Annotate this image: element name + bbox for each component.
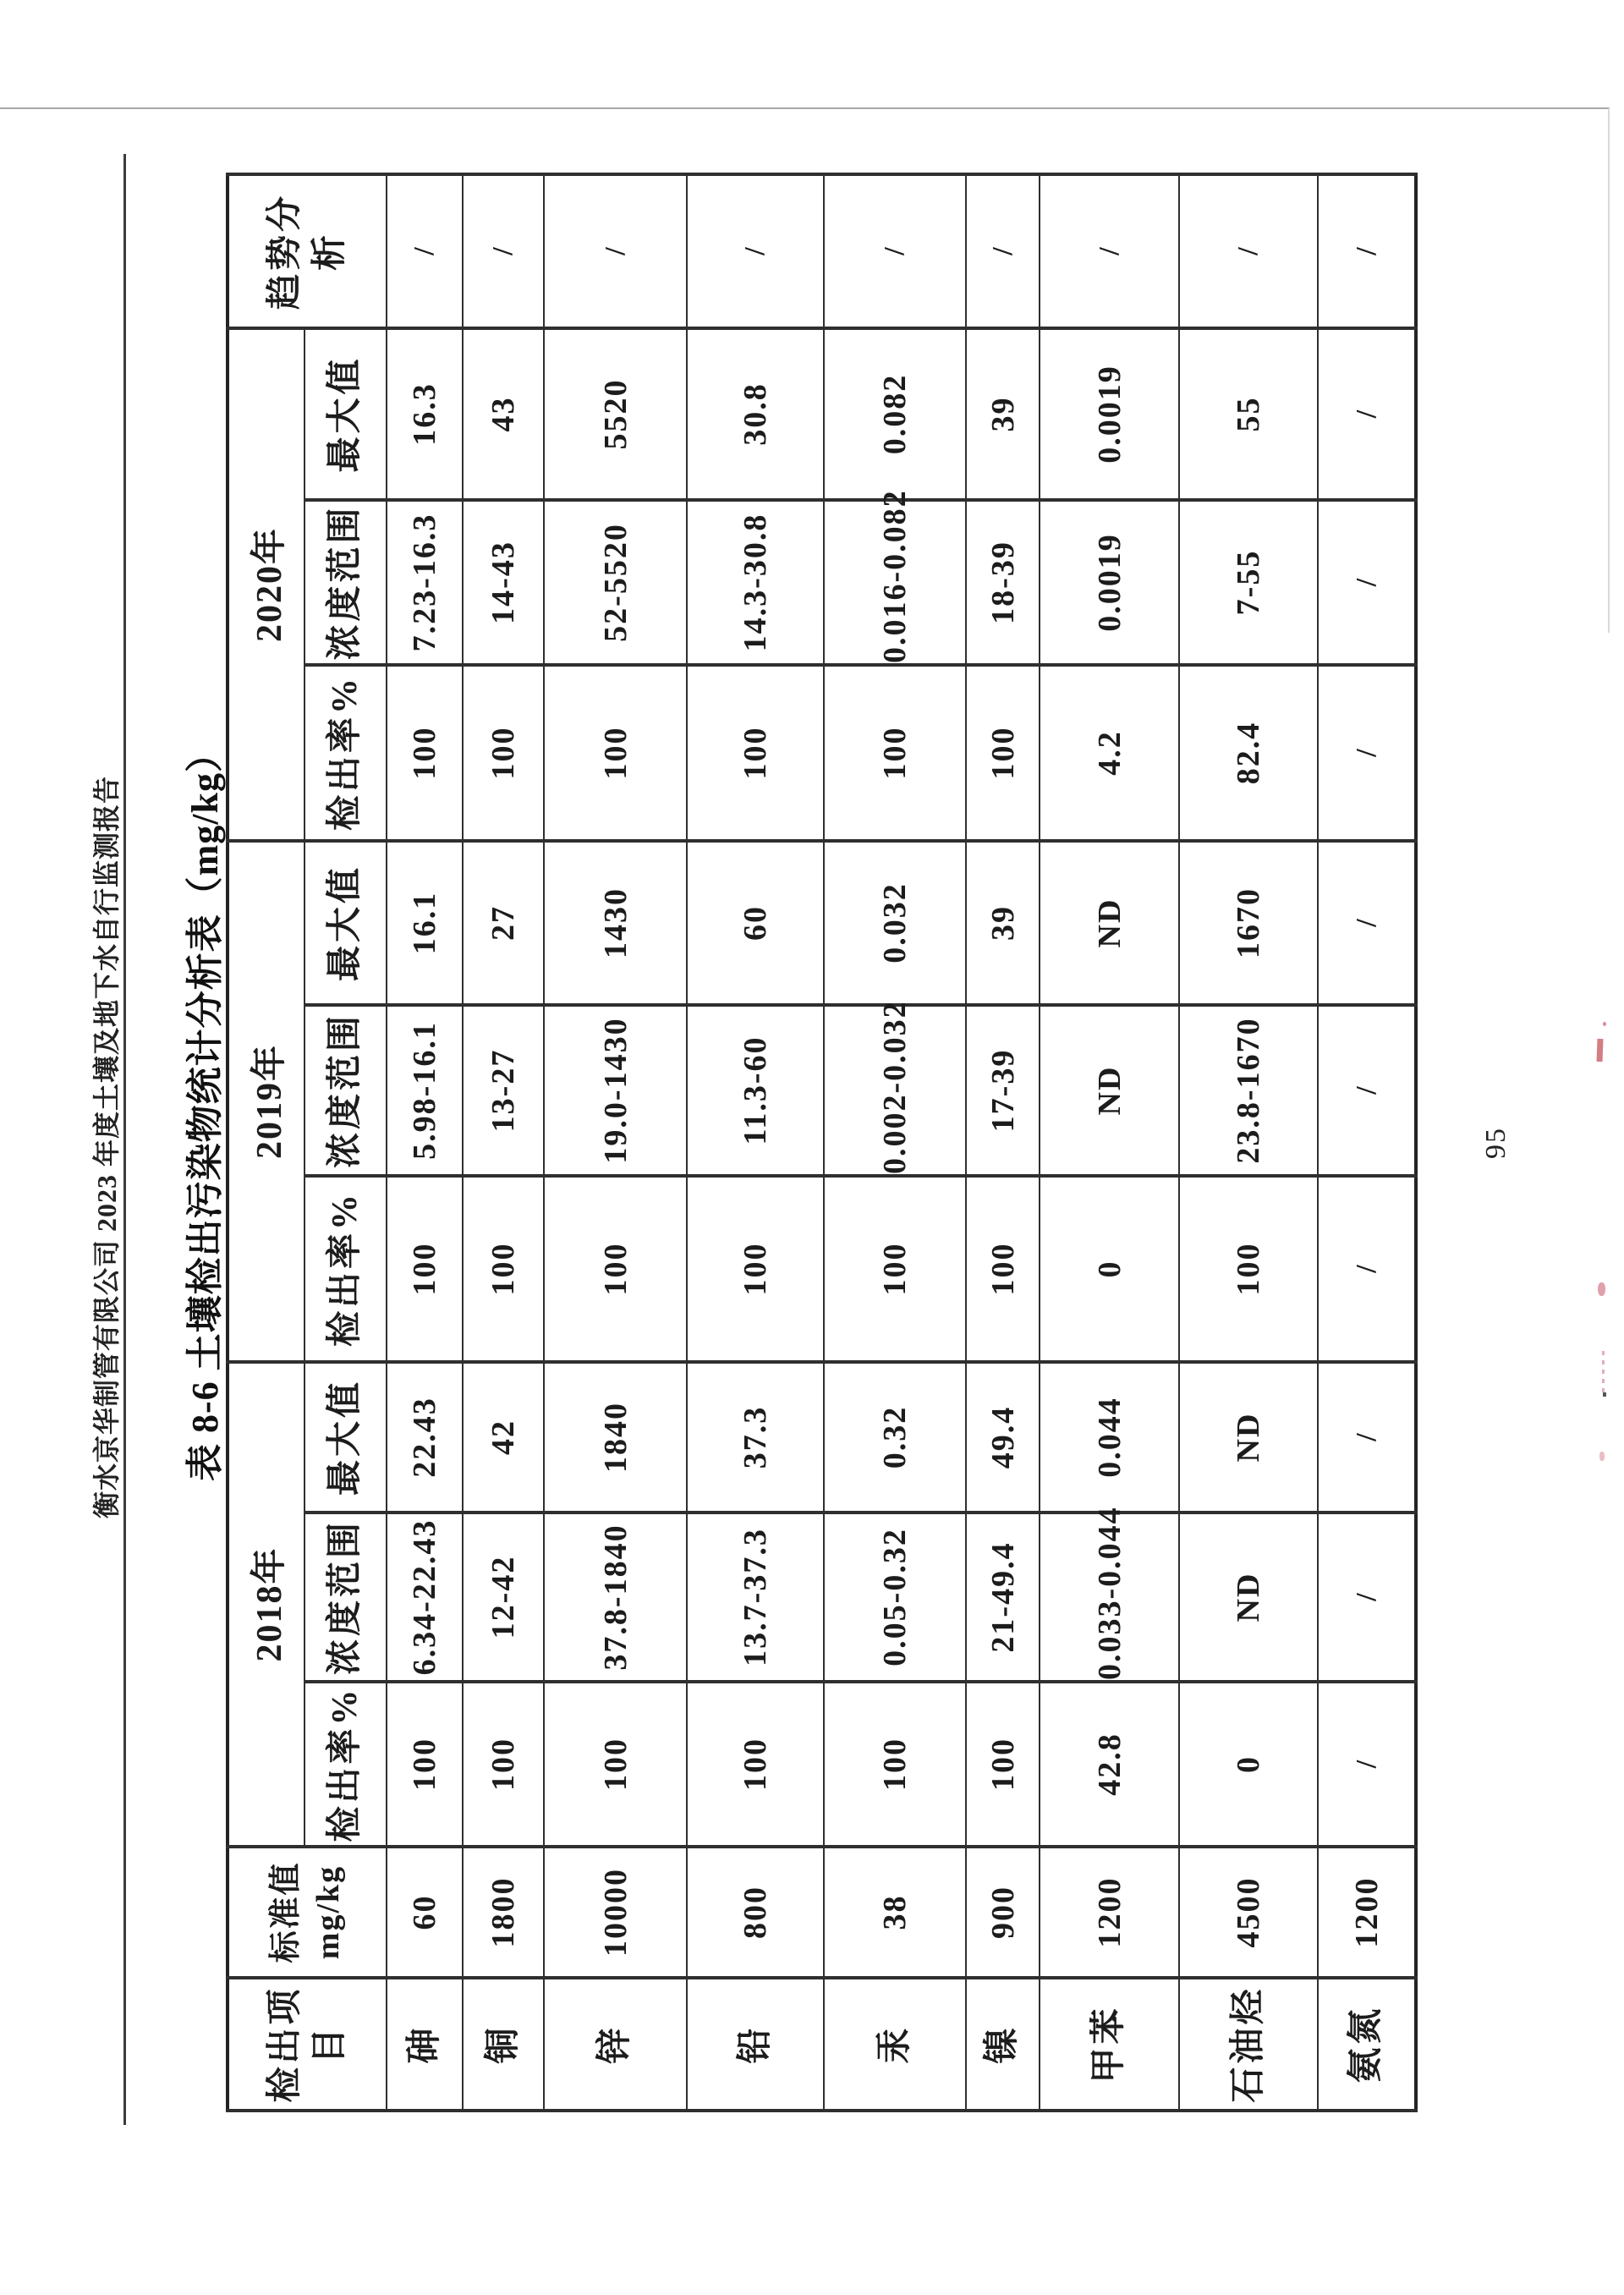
document-header-rule (123, 154, 126, 2125)
standard-label-line2: mg/kg (310, 1864, 346, 1960)
table-body (387, 174, 1416, 2111)
range-2020-cell: 0.016-0.082 (824, 500, 966, 665)
standard-value-cell: 4500 (1179, 1847, 1318, 1978)
standard-value-cell: 1200 (1318, 1847, 1416, 1978)
col-header-standard (228, 1847, 387, 1978)
rate-2019-cell: 100 (687, 1176, 824, 1362)
max-2019-cell: ND (1040, 841, 1179, 1005)
max-2018-cell: 22.43 (387, 1362, 463, 1513)
max-2019-cell: 60 (687, 841, 824, 1005)
subcol-max-2019: 最大值 (304, 841, 387, 1005)
subcol-rate-2018: 检出率% (304, 1682, 387, 1847)
trend-cell: / (463, 174, 544, 328)
rate-2019-cell: 100 (387, 1176, 463, 1362)
max-2020-cell: 16.3 (387, 328, 463, 500)
rate-2020-cell: 100 (966, 665, 1040, 841)
rate-2019-cell: 100 (966, 1176, 1040, 1362)
max-2020-cell: 43 (463, 328, 544, 500)
range-2020-cell: / (1318, 500, 1416, 665)
standard-label-line1: 标准值 (268, 1861, 304, 1963)
standard-value-cell: 38 (824, 1847, 966, 1978)
subcol-rate-2019: 检出率% (304, 1176, 387, 1362)
subcol-rate-2020: 检出率% (304, 665, 387, 841)
rate-2020-cell: 100 (824, 665, 966, 841)
rate-2019-cell: 100 (463, 1176, 544, 1362)
rate-2018-cell: 100 (544, 1682, 687, 1847)
range-2020-cell: 14.3-30.8 (687, 500, 824, 665)
subcol-range-2019: 浓度范围 (304, 1005, 387, 1176)
standard-value-cell: 1800 (463, 1847, 544, 1978)
trend-cell: / (1179, 174, 1318, 328)
range-2018-cell: 37.8-1840 (544, 1513, 687, 1682)
rate-2019-cell: 100 (824, 1176, 966, 1362)
page-number: 95 (1480, 1127, 1512, 1159)
subcol-max-2020: 最大值 (304, 328, 387, 500)
item-name-cell: 氨氮 (1318, 1978, 1416, 2111)
header-row-groups (228, 174, 304, 2111)
table-row (966, 174, 1040, 2111)
table-row (1179, 174, 1318, 2111)
rate-2019-cell: 100 (544, 1176, 687, 1362)
col-header-2019: 2019年 (228, 841, 304, 1362)
range-2020-cell: 7-55 (1179, 500, 1318, 665)
max-2020-cell: / (1318, 328, 1416, 500)
range-2020-cell: 14-43 (463, 500, 544, 665)
max-2019-cell: 1670 (1179, 841, 1318, 1005)
rate-2020-cell: 100 (387, 665, 463, 841)
max-2018-cell: 0.044 (1040, 1362, 1179, 1513)
header-row-subcolumns (304, 174, 387, 2111)
item-name-cell: 砷 (387, 1978, 463, 2111)
trend-cell: / (824, 174, 966, 328)
trend-cell: / (387, 174, 463, 328)
trend-cell: / (1318, 174, 1416, 328)
range-2019-cell: 5.98-16.1 (387, 1005, 463, 1176)
max-2019-cell: 1430 (544, 841, 687, 1005)
table-row (824, 174, 966, 2111)
table-row (1318, 174, 1416, 2111)
trend-cell: / (1040, 174, 1179, 328)
standard-value-cell: 900 (966, 1847, 1040, 1978)
table-row (463, 174, 544, 2111)
max-2018-cell: 0.32 (824, 1362, 966, 1513)
table-row (544, 174, 687, 2111)
item-name-cell: 铜 (463, 1978, 544, 2111)
max-2018-cell: ND (1179, 1362, 1318, 1513)
max-2019-cell: 16.1 (387, 841, 463, 1005)
max-2018-cell: 37.3 (687, 1362, 824, 1513)
rate-2018-cell: 100 (687, 1682, 824, 1847)
max-2018-cell: 42 (463, 1362, 544, 1513)
range-2018-cell: 6.34-22.43 (387, 1513, 463, 1682)
item-name-cell: 镍 (966, 1978, 1040, 2111)
standard-value-cell: 10000 (544, 1847, 687, 1978)
standard-value-cell: 1200 (1040, 1847, 1179, 1978)
rate-2018-cell: / (1318, 1682, 1416, 1847)
document-header: 衡水京华制管有限公司 2023 年度土壤及地下水自行监测报告 (91, 775, 122, 1518)
rate-2019-cell: / (1318, 1176, 1416, 1362)
range-2020-cell: 7.23-16.3 (387, 500, 463, 665)
max-2018-cell: 49.4 (966, 1362, 1040, 1513)
range-2019-cell: 11.3-60 (687, 1005, 824, 1176)
trend-cell: / (687, 174, 824, 328)
col-header-trend: 趋势分析 (228, 174, 387, 328)
range-2019-cell: 17-39 (966, 1005, 1040, 1176)
table-row (1040, 174, 1179, 2111)
table-row (387, 174, 463, 2111)
max-2020-cell: 0.0019 (1040, 328, 1179, 500)
rate-2020-cell: 4.2 (1040, 665, 1179, 841)
rate-2018-cell: 100 (824, 1682, 966, 1847)
item-name-cell: 铅 (687, 1978, 824, 2111)
rate-2019-cell: 0 (1040, 1176, 1179, 1362)
item-name-cell: 石油烃 (1179, 1978, 1318, 2111)
max-2020-cell: 5520 (544, 328, 687, 500)
max-2020-cell: 30.8 (687, 328, 824, 500)
max-2020-cell: 39 (966, 328, 1040, 500)
range-2018-cell: 0.05-0.32 (824, 1513, 966, 1682)
range-2019-cell: ND (1040, 1005, 1179, 1176)
max-2019-cell: / (1318, 841, 1416, 1005)
rate-2020-cell: 100 (463, 665, 544, 841)
rate-2018-cell: 0 (1179, 1682, 1318, 1847)
rate-2020-cell: 100 (544, 665, 687, 841)
rate-2020-cell: / (1318, 665, 1416, 841)
trend-cell: / (544, 174, 687, 328)
range-2020-cell: 18-39 (966, 500, 1040, 665)
range-2018-cell: ND (1179, 1513, 1318, 1682)
col-header-item: 检出项目 (228, 1978, 387, 2111)
max-2019-cell: 0.032 (824, 841, 966, 1005)
soil-pollutant-stats-table (226, 173, 1418, 2112)
item-name-cell: 汞 (824, 1978, 966, 2111)
rate-2018-cell: 100 (966, 1682, 1040, 1847)
max-2020-cell: 0.082 (824, 328, 966, 500)
subcol-range-2018: 浓度范围 (304, 1513, 387, 1682)
trend-cell: / (966, 174, 1040, 328)
range-2020-cell: 52-5520 (544, 500, 687, 665)
max-2020-cell: 55 (1179, 328, 1318, 500)
max-2019-cell: 39 (966, 841, 1040, 1005)
rate-2020-cell: 82.4 (1179, 665, 1318, 841)
range-2019-cell: 23.8-1670 (1179, 1005, 1318, 1176)
item-name-cell: 锌 (544, 1978, 687, 2111)
rate-2018-cell: 100 (387, 1682, 463, 1847)
range-2018-cell: 13.7-37.3 (687, 1513, 824, 1682)
max-2018-cell: 1840 (544, 1362, 687, 1513)
item-name-cell: 甲苯 (1040, 1978, 1179, 2111)
standard-value-cell: 60 (387, 1847, 463, 1978)
subcol-range-2020: 浓度范围 (304, 500, 387, 665)
rate-2020-cell: 100 (687, 665, 824, 841)
range-2020-cell: 0.0019 (1040, 500, 1179, 665)
rate-2018-cell: 42.8 (1040, 1682, 1179, 1847)
subcol-max-2018: 最大值 (304, 1362, 387, 1513)
range-2018-cell: 21-49.4 (966, 1513, 1040, 1682)
range-2019-cell: 19.0-1430 (544, 1005, 687, 1176)
col-header-2018: 2018年 (228, 1362, 304, 1847)
range-2018-cell: / (1318, 1513, 1416, 1682)
rate-2019-cell: 100 (1179, 1176, 1318, 1362)
col-header-2020: 2020年 (228, 328, 304, 841)
table-row (687, 174, 824, 2111)
standard-value-cell: 800 (687, 1847, 824, 1978)
range-2019-cell: / (1318, 1005, 1416, 1176)
range-2019-cell: 0.002-0.032 (824, 1005, 966, 1176)
table-title: 表 8-6 土壤检出污染物统计分析表（mg/kg） (184, 734, 226, 1481)
range-2018-cell: 12-42 (463, 1513, 544, 1682)
max-2019-cell: 27 (463, 841, 544, 1005)
range-2019-cell: 13-27 (463, 1005, 544, 1176)
range-2018-cell: 0.033-0.044 (1040, 1513, 1179, 1682)
rate-2018-cell: 100 (463, 1682, 544, 1847)
max-2018-cell: / (1318, 1362, 1416, 1513)
